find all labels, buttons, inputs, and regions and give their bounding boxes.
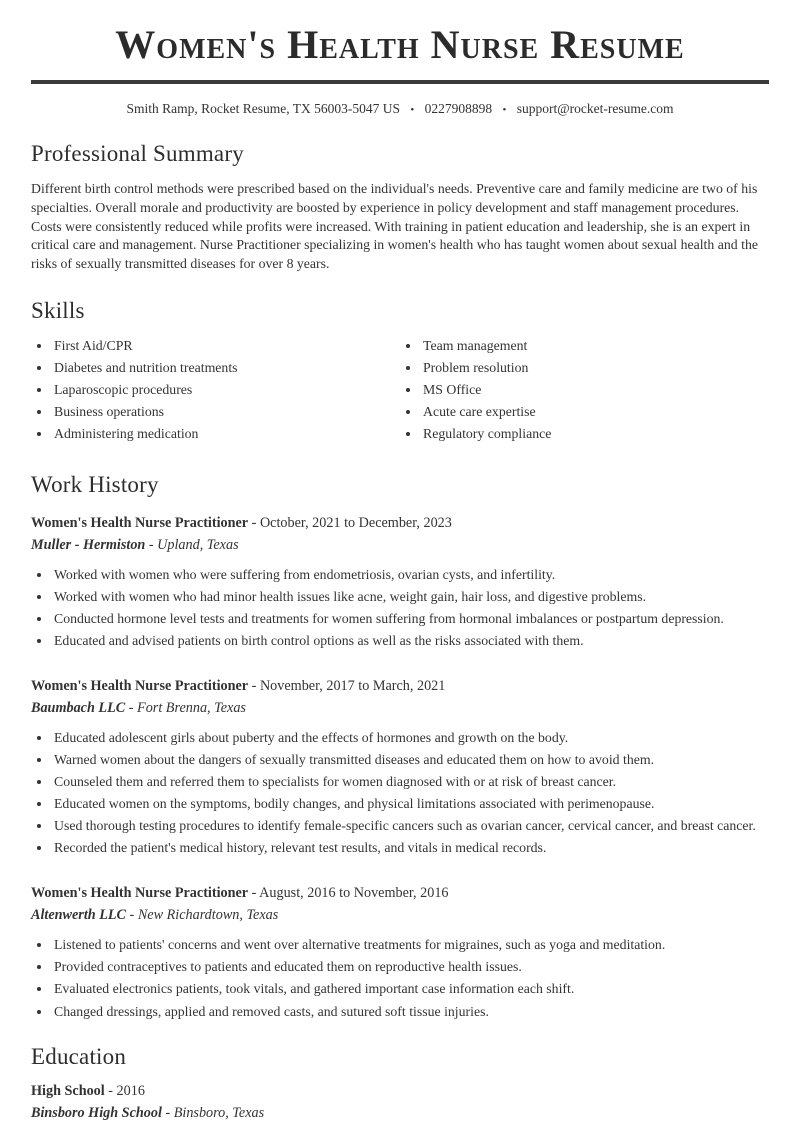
- skills-list-left: [31, 337, 400, 448]
- skill-item: • Problem resolution: [421, 359, 769, 377]
- job-location: Upland, Texas: [157, 536, 239, 553]
- resume-title: Women's Health Nurse Resume: [115, 22, 685, 67]
- job-duty: • Provided contraceptives to patients and educated them on reproductive health issues.: [52, 958, 769, 976]
- resume-header: [31, 0, 769, 117]
- professional-summary-text: Different birth control methods were prescribed based on the individual's needs. Preventive care and family medicine are two of his specialties. Overall morale and productivity are boosted by experience in policy development and staff management procedures. Costs were consistently reduced while profits were increased. With training in patient education and leadership, she is an expert in critical care and management. Nurse Practitioner specializing in women's health who has taught women about sexual health and the risks of sexually transmitted diseases for over 8 years.: [31, 181, 758, 271]
- dash-separator: -: [251, 514, 257, 531]
- contact-address: Smith Ramp, Rocket Resume, TX 56003-5047 US: [126, 101, 400, 116]
- job-duty: • Recorded the patient's medical history, relevant test results, and vitals in medical records.: [52, 839, 769, 857]
- skills-section: [31, 298, 769, 448]
- job-duty: • Used thorough testing procedures to identify female-specific cancers such as ovarian cancer, cervical cancer, and breast cancer.: [52, 817, 769, 835]
- job-dates: August, 2016 to November, 2016: [259, 885, 449, 902]
- job-company-line: [31, 700, 769, 717]
- professional-summary-heading: Professional Summary: [31, 141, 244, 166]
- job-duty: • Worked with women who were suffering from endometriosis, ovarian cysts, and infertility.: [52, 566, 769, 584]
- job-entry: [31, 885, 769, 1020]
- job-title-line: [31, 515, 769, 532]
- job-duties-list: [31, 729, 769, 857]
- school-name: Binsboro High School: [31, 1105, 162, 1122]
- job-duty: • Evaluated electronics patients, took vitals, and gathered important case information each shift.: [52, 980, 769, 998]
- dash-separator: -: [251, 677, 257, 694]
- education-degree: High School: [31, 1083, 105, 1100]
- job-title-line: [31, 678, 769, 695]
- bullet-separator: •: [502, 104, 507, 116]
- job-title: Women's Health Nurse Practitioner: [31, 677, 249, 694]
- skill-item: • Laparoscopic procedures: [52, 381, 400, 399]
- skill-item: • Regulatory compliance: [421, 425, 769, 443]
- contact-line: [31, 101, 769, 117]
- job-duty: • Educated adolescent girls about puberty and the effects of hormones and growth on the body.: [52, 729, 769, 747]
- skill-item: • Team management: [421, 337, 769, 355]
- company-name: Altenwerth LLC: [31, 907, 126, 924]
- job-entry: [31, 515, 769, 650]
- job-duty: • Listened to patients' concerns and went over alternative treatments for migraines, such as yoga and meditation.: [52, 936, 769, 954]
- skill-item: • MS Office: [421, 381, 769, 399]
- skill-item: • First Aid/CPR: [52, 337, 400, 355]
- work-history-section: [31, 472, 769, 1021]
- job-title: Women's Health Nurse Practitioner: [31, 885, 249, 902]
- job-duty: • Educated and advised patients on birth control options as well as the risks associated with them.: [52, 632, 769, 650]
- skill-item: • Diabetes and nutrition treatments: [52, 359, 400, 377]
- job-duty: • Changed dressings, applied and removed casts, and sutured soft tissue injuries.: [52, 1003, 769, 1021]
- job-duties-list: [31, 936, 769, 1020]
- job-duty: • Conducted hormone level tests and treatments for women suffering from hormonal imbalances or postpartum depression.: [52, 610, 769, 628]
- job-location: Fort Brenna, Texas: [137, 699, 246, 716]
- skills-columns: [31, 337, 769, 448]
- job-duties-list: [31, 566, 769, 650]
- dash-separator: -: [251, 885, 257, 902]
- job-company-line: [31, 537, 769, 554]
- education-degree-line: [31, 1083, 769, 1100]
- education-school-line: [31, 1105, 769, 1122]
- skills-list-right: [400, 337, 769, 448]
- job-entry: [31, 678, 769, 857]
- dash-separator: -: [128, 699, 134, 716]
- school-location: Binsboro, Texas: [173, 1105, 265, 1122]
- company-name: Muller - Hermiston: [31, 536, 146, 553]
- job-title: Women's Health Nurse Practitioner: [31, 514, 249, 531]
- dash-separator: -: [129, 907, 135, 924]
- job-dates: November, 2017 to March, 2021: [259, 677, 446, 694]
- job-duty: • Educated women on the symptoms, bodily changes, and physical limitations associated with perimenopause.: [52, 795, 769, 813]
- professional-summary-section: [31, 141, 769, 274]
- skill-item: • Administering medication: [52, 425, 400, 443]
- job-duty: • Worked with women who had minor health issues like acne, weight gain, hair loss, and digestive problems.: [52, 588, 769, 606]
- dash-separator: -: [108, 1083, 113, 1100]
- skill-item: • Business operations: [52, 403, 400, 421]
- job-company-line: [31, 907, 769, 924]
- company-name: Baumbach LLC: [31, 699, 126, 716]
- contact-email: support@rocket-resume.com: [516, 101, 674, 116]
- header-divider: [31, 80, 769, 84]
- work-history-heading: Work History: [31, 471, 159, 497]
- job-location: New Richardtown, Texas: [137, 907, 279, 924]
- job-title-line: [31, 885, 769, 902]
- contact-phone: 0227908898: [424, 101, 493, 116]
- job-duty: • Counseled them and referred them to specialists for women diagnosed with or at risk of breast cancer.: [52, 773, 769, 791]
- job-dates: October, 2021 to December, 2023: [259, 514, 452, 531]
- education-section: [31, 1044, 769, 1122]
- bullet-separator: •: [410, 104, 415, 116]
- education-year: 2016: [116, 1083, 145, 1100]
- dash-separator: -: [165, 1105, 171, 1122]
- skill-item: • Acute care expertise: [421, 403, 769, 421]
- dash-separator: -: [148, 536, 154, 553]
- job-duty: • Warned women about the dangers of sexually transmitted diseases and educated them on how to avoid them.: [52, 751, 769, 769]
- skills-heading: Skills: [31, 297, 85, 323]
- education-heading: Education: [31, 1044, 127, 1070]
